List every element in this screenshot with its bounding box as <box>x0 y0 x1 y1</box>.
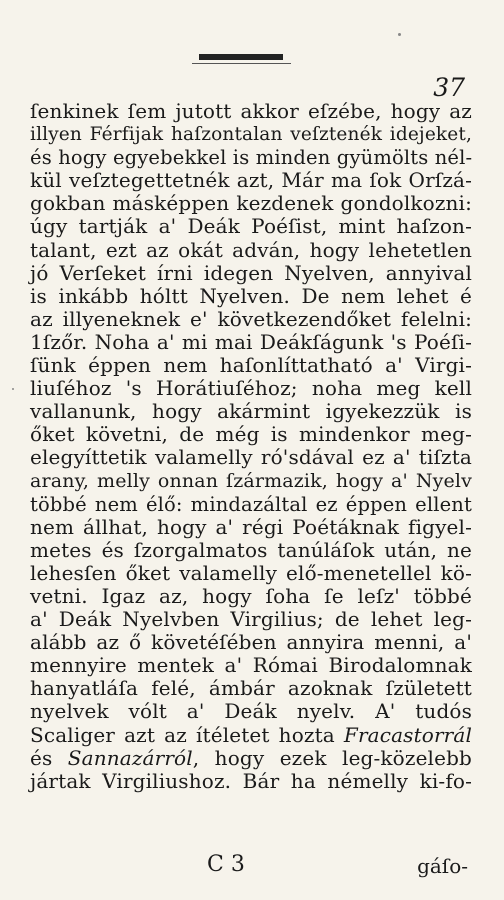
text-line: gokban másképpen kezdenek gondolkozni: <box>30 191 472 216</box>
text-line: lehesſen őket valamelly elő-menetellel kö- <box>30 560 472 585</box>
ink-speck <box>398 33 401 36</box>
text-line: többé nem élő: mindazáltal ez éppen ellent <box>30 492 472 516</box>
text-line: a' Deák Nyelvben Virgilius; de lehet leg- <box>30 607 472 632</box>
text-line: talant, ezt az okát adván, hogy lehetetlen <box>30 237 472 262</box>
text-line: illyen Férfijak haſzontalan veſztenék idejeket, <box>30 124 472 146</box>
text-line: és Sannazárról, hogy ezek leg-közelebb <box>30 745 472 770</box>
signature-mark: C 3 <box>207 852 245 877</box>
text-line: az illyeneknek e' következendőket felelni: <box>30 306 472 331</box>
text-line: vallanunk, hogy akármint igyekezzük is <box>30 399 472 424</box>
text-line: elegyíttetik valamelly ró'sdával ez a' tiſzta <box>30 445 472 470</box>
text-line: nyelvek vólt a' Deák nyelv. A' tudós <box>30 699 472 724</box>
text-line: Scaliger azt az ítéletet hozta Fracastorrál <box>30 722 472 747</box>
text-line: alább az ő követéſében annyira menni, a' <box>30 630 472 655</box>
text-line: úgy tartják a' Deák Poéſist, mint haſzon- <box>30 214 472 239</box>
text-line: mennyire mentek a' Római Birodalomnak <box>30 653 472 678</box>
page-number: 37 <box>433 73 465 102</box>
text-line: jártak Virgiliushoz. Bár ha némelly ki-fo- <box>30 768 472 793</box>
text-line: hanyatláſa felé, ámbár azoknak ſzületett <box>30 676 472 701</box>
ink-speck <box>12 388 14 390</box>
text-line: nem állhat, hogy a' régi Poétáknak figyel- <box>30 514 472 539</box>
text-line: ſünk éppen nem haſonlíttatható a' Virgi- <box>30 353 472 378</box>
text-line: vetni. Igaz az, hogy ſoha ſe leſz' többé <box>30 583 472 608</box>
text-line: arany, melly onnan ſzármazik, hogy a' Nyelv <box>30 469 472 492</box>
text-line: 1ſzőr. Noha a' mi mai Deákſágunk 's Poéſi- <box>30 329 472 354</box>
catchword: gáſo- <box>417 854 468 878</box>
text-line: liuſéhoz 's Horátiuſéhoz; noha meg kell <box>30 376 472 401</box>
header-thin-rule <box>192 63 291 64</box>
page-footer <box>0 852 504 882</box>
header-ornament-rule <box>199 54 283 60</box>
text-line: őket követni, de még is mindenkor meg- <box>30 422 472 447</box>
body-text <box>30 100 472 793</box>
text-line: kül veſztegettetnék azt, Már ma ſok Orſzá- <box>30 168 472 193</box>
text-line: és hogy egyebekkel is minden gyümölts nél- <box>30 146 473 170</box>
text-line: metes és ſzorgalmatos tanúláſok után, ne <box>30 537 472 562</box>
text-line: jó Verſeket írni idegen Nyelven, annyival <box>30 260 472 285</box>
text-line: is inkább hóltt Nyelven. De nem lehet é <box>30 283 472 308</box>
text-line: ſenkinek ſem jutott akkor eſzébe, hogy az <box>30 99 472 123</box>
